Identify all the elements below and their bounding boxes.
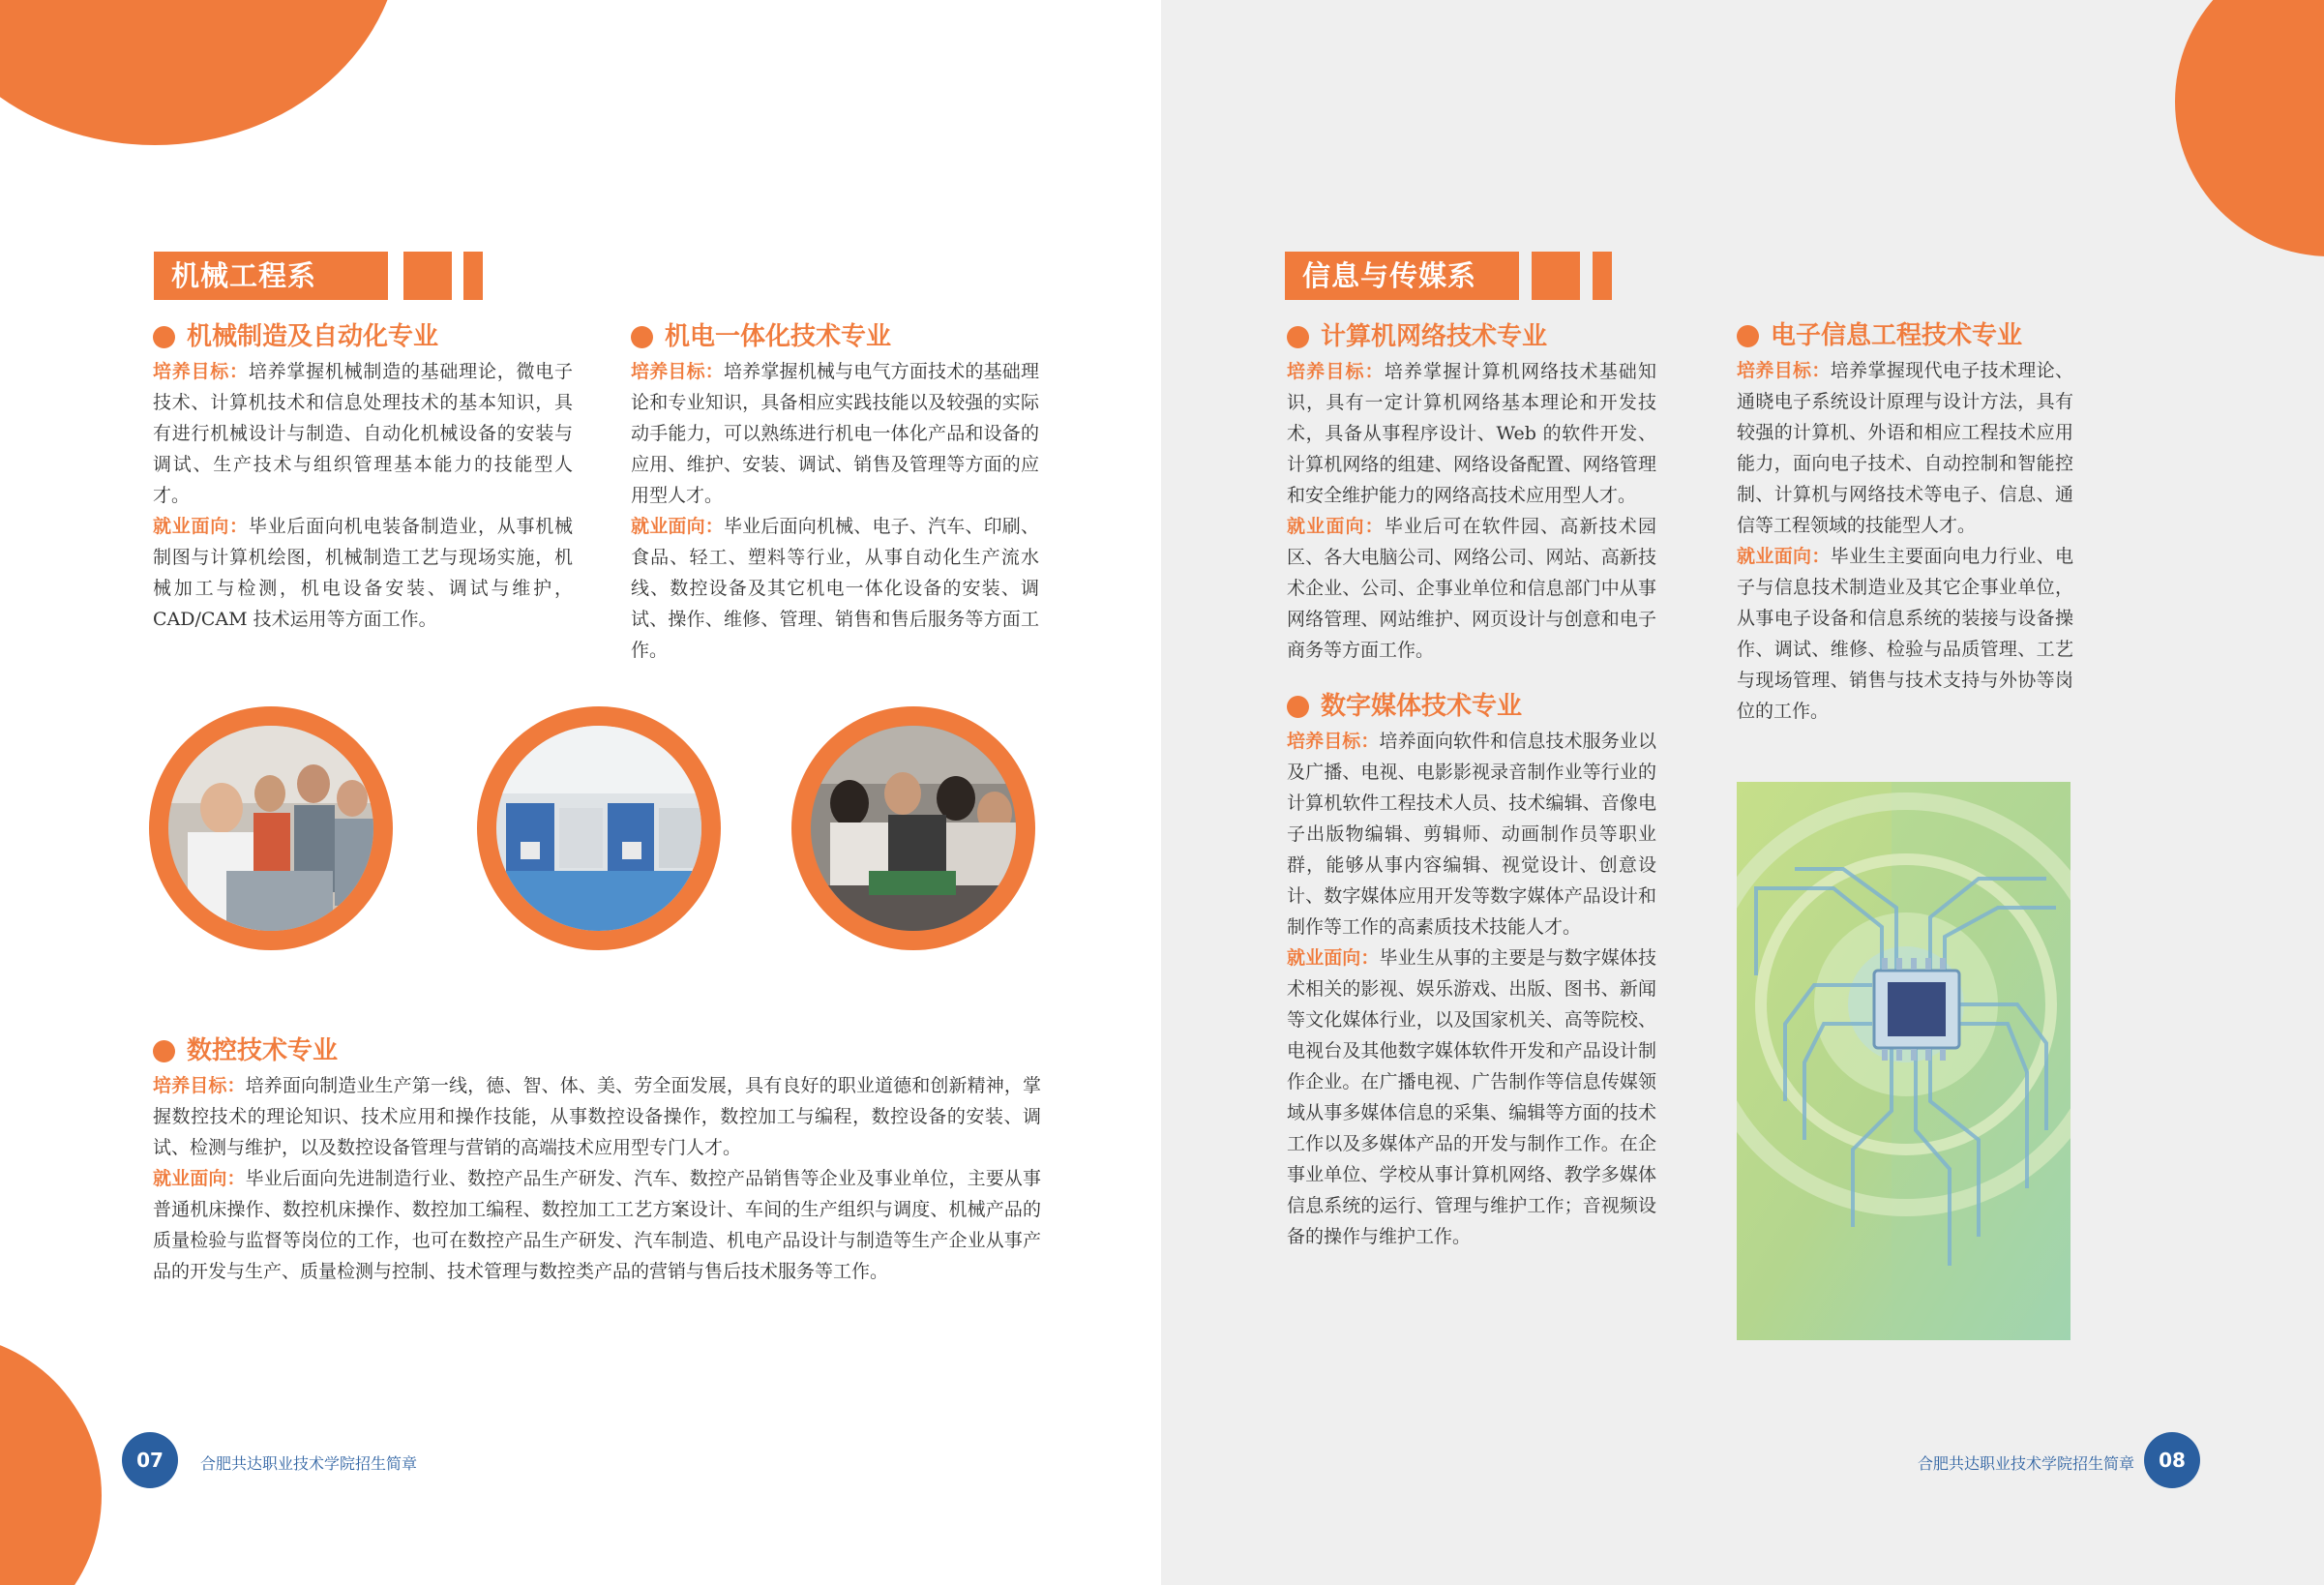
- major-title: 数控技术专业: [153, 1032, 1041, 1070]
- employment-label: 就业面向：: [1287, 516, 1385, 537]
- employment: [153, 1163, 1041, 1287]
- training-goal-text: 培养掌握现代电子技术理论、通晓电子系统设计原理与设计方法，具有较强的计算机、外语和相应工程技术应用能力，面向电子技术、自动控制和智能控制、计算机与网络技术等电子、信息、通信等工程领域的技能型人才。: [1737, 360, 2073, 536]
- employment-text: 毕业后面向机械、电子、汽车、印刷、食品、轻工、塑料等行业，从事自动化生产流水线、数控设备及其它机电一体化设备的安装、调试、操作、维修、管理、销售和售后服务等方面工作。: [631, 516, 1039, 661]
- major-title: 机械制造及自动化专业: [153, 317, 573, 356]
- training-goal: [153, 1070, 1041, 1163]
- bullet-dot-icon: [1287, 696, 1309, 718]
- employment-label: 就业面向：: [153, 1168, 246, 1189]
- header-decor-strip: [1593, 252, 1612, 300]
- major-section: [1287, 317, 1656, 666]
- employment: [153, 511, 573, 635]
- bullet-dot-icon: [1737, 325, 1759, 347]
- employment-text: 毕业生从事的主要是与数字媒体技术相关的影视、娱乐游戏、出版、图书、新闻等文化媒体行业，以及国家机关、高等院校、电视台及其他数字媒体软件开发和产品设计制作企业。在广播电视、广告制作等信息传媒领域从事多媒体信息的采集、编辑等方面的技术工作以及多媒体产品的开发与制作工作。在企事业单位、学校从事计算机网络、教学多媒体信息系统的运行、管理与维护工作；音视频设备的操作与维护工作。: [1287, 947, 1656, 1247]
- decorative-circle-top-right: [2175, 0, 2324, 256]
- photo-illustration: [811, 726, 1016, 931]
- circuit-chip-illustration: [1737, 782, 2071, 1340]
- major-title: 机电一体化技术专业: [631, 317, 1039, 356]
- major-section: [153, 317, 573, 635]
- photo-machine-workshop: [477, 706, 721, 950]
- header-decor-square: [1532, 252, 1580, 300]
- major-section: [1737, 316, 2073, 727]
- department-title: 信息与传媒系: [1285, 252, 1519, 300]
- training-goal-label: 培养目标：: [153, 361, 249, 382]
- circuit-chip-svg: [1737, 782, 2071, 1340]
- employment-label: 就业面向：: [153, 516, 249, 537]
- decorative-circle-top-left: [0, 0, 402, 145]
- footer-school-name: 合肥共达职业技术学院招生简章: [1918, 1454, 2135, 1473]
- employment-label: 就业面向：: [631, 516, 724, 537]
- page-number: 08: [2144, 1432, 2200, 1488]
- photo-illustration: [168, 726, 373, 931]
- bullet-dot-icon: [631, 326, 653, 348]
- major-title: 数字媒体技术专业: [1287, 687, 1656, 726]
- left-page: [0, 0, 1161, 1585]
- training-goal: [631, 356, 1039, 511]
- bullet-dot-icon: [153, 326, 175, 348]
- employment-text: 毕业生主要面向电力行业、电子与信息技术制造业及其它企事业单位，从事电子设备和信息系统的装接与设备操作、调试、维修、检验与品质管理、工艺与现场管理、销售与技术支持与外协等岗位的工作。: [1737, 546, 2073, 722]
- training-goal-label: 培养目标：: [153, 1075, 246, 1096]
- department-title: 机械工程系: [154, 252, 388, 300]
- employment: [1287, 511, 1656, 666]
- training-goal-label: 培养目标：: [1287, 731, 1380, 752]
- training-goal-label: 培养目标：: [1287, 361, 1385, 382]
- header-decor-square: [403, 252, 452, 300]
- employment-text: 毕业后可在软件园、高新技术园区、各大电脑公司、网络公司、网站、高新技术企业、公司、企事业单位和信息部门中从事网络管理、网站维护、网页设计与创意和电子商务等方面工作。: [1287, 516, 1656, 661]
- page-number: 07: [122, 1432, 178, 1488]
- training-goal-text: 培养掌握计算机网络技术基础知识，具有一定计算机网络基本理论和开发技术，具备从事程序设计、Web 的软件开发、计算机网络的组建、网络设备配置、网络管理和安全维护能力的网络高技术应用型人才。: [1287, 361, 1656, 506]
- major-section: [153, 1032, 1041, 1287]
- training-goal: [153, 356, 573, 511]
- training-goal-text: 培养掌握机械与电气方面技术的基础理论和专业知识，具备相应实践技能以及较强的实际动手能力，可以熟练进行机电一体化产品和设备的应用、维护、安装、调试、销售及管理等方面的应用型人才。: [631, 361, 1039, 506]
- bullet-dot-icon: [1287, 326, 1309, 348]
- photo-students-soldering: [791, 706, 1035, 950]
- photo-illustration: [496, 726, 701, 931]
- training-goal-text: 培养面向软件和信息技术服务业以及广播、电视、电影影视录音制作业等行业的计算机软件工程技术人员、技术编辑、音像电子出版物编辑、剪辑师、动画制作员等职业群，能够从事内容编辑、视觉设计、创意设计、数字媒体应用开发等数字媒体产品设计和制作等工作的高素质技术技能人才。: [1287, 731, 1656, 938]
- department-header: [1285, 252, 1614, 300]
- employment-label: 就业面向：: [1287, 947, 1380, 969]
- department-header: [154, 252, 483, 300]
- employment: [1737, 541, 2073, 727]
- bullet-dot-icon: [153, 1040, 175, 1062]
- decorative-circle-bottom-left: [0, 1333, 102, 1585]
- employment-text: 毕业后面向先进制造行业、数控产品生产研发、汽车、数控产品销售等企业及事业单位，主要从事普通机床操作、数控机床操作、数控加工编程、数控加工工艺方案设计、车间的生产组织与调度、机械产品的质量检验与监督等岗位的工作，也可在数控产品生产研发、汽车制造、机电产品设计与制造等生产企业从事产品的开发与生产、质量检测与控制、技术管理与数控类产品的营销与售后技术服务等工作。: [153, 1168, 1041, 1282]
- training-goal: [1287, 726, 1656, 942]
- training-goal-label: 培养目标：: [1737, 360, 1831, 381]
- footer-school-name: 合肥共达职业技术学院招生简章: [200, 1454, 418, 1473]
- major-title: 电子信息工程技术专业: [1737, 316, 2073, 355]
- major-title: 计算机网络技术专业: [1287, 317, 1656, 356]
- employment-label: 就业面向：: [1737, 546, 1831, 567]
- training-goal-label: 培养目标：: [631, 361, 724, 382]
- major-section: [631, 317, 1039, 666]
- major-section: [1287, 687, 1656, 1252]
- training-goal: [1737, 355, 2073, 541]
- header-decor-strip: [463, 252, 483, 300]
- employment: [631, 511, 1039, 666]
- training-goal-text: 培养掌握机械制造的基础理论，微电子技术、计算机技术和信息处理技术的基本知识，具有进行机械设计与制造、自动化机械设备的安装与调试、生产技术与组织管理基本能力的技能型人才。: [153, 361, 573, 506]
- employment: [1287, 942, 1656, 1252]
- photo-teacher-students: [149, 706, 393, 950]
- training-goal: [1287, 356, 1656, 511]
- employment-text: 毕业后面向机电装备制造业，从事机械制图与计算机绘图，机械制造工艺与现场实施，机械加工与检测，机电设备安装、调试与维护，CAD/CAM 技术运用等方面工作。: [153, 516, 573, 630]
- training-goal-text: 培养面向制造业生产第一线，德、智、体、美、劳全面发展，具有良好的职业道德和创新精神，掌握数控技术的理论知识、技术应用和操作技能，从事数控设备操作，数控加工与编程，数控设备的安装、调试、检测与维护，以及数控设备管理与营销的高端技术应用型专门人才。: [153, 1075, 1041, 1158]
